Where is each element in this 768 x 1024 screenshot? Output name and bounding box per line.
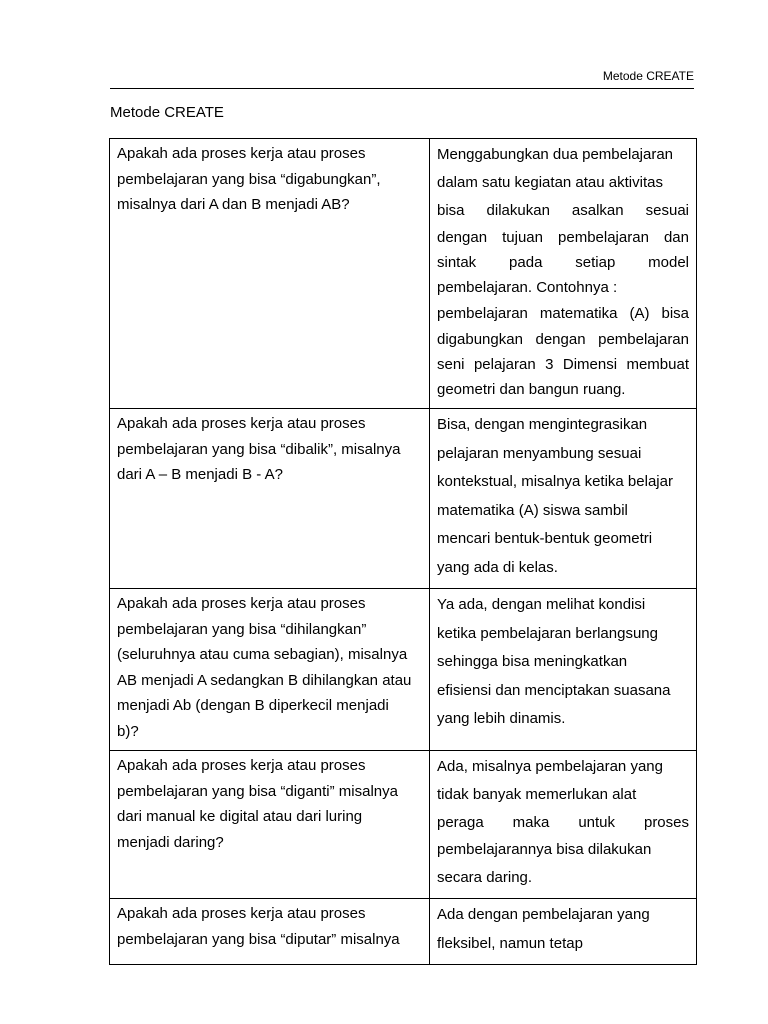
answer-line: efisiensi dan menciptakan suasana bbox=[437, 681, 671, 699]
question-line: b)? bbox=[117, 722, 139, 740]
table-row bbox=[110, 139, 697, 409]
answer-line: dengan tujuan pembelajaran dan bbox=[437, 229, 689, 246]
running-header: Metode CREATE bbox=[602, 69, 694, 83]
question-line: pembelajaran yang bisa “dibalik”, misalnya bbox=[117, 440, 401, 458]
answer-cell bbox=[430, 409, 697, 589]
answer-cell bbox=[430, 589, 697, 751]
answer-line: pembelajaran. Contohnya : bbox=[437, 279, 618, 296]
question-line: pembelajaran yang bisa “diganti” misalnya bbox=[117, 782, 398, 800]
question-line: pembelajaran yang bisa “dihilangkan” bbox=[117, 620, 367, 638]
answer-line: yang ada di kelas. bbox=[437, 558, 558, 576]
question-cell bbox=[110, 751, 430, 899]
answer-line: tidak banyak memerlukan alat bbox=[437, 786, 637, 803]
answer-line: Ya ada, dengan melihat kondisi bbox=[437, 596, 646, 613]
answer-line: sehingga bisa meningkatkan bbox=[437, 653, 628, 670]
answer-line: pembelajarannya bisa dilakukan bbox=[437, 841, 652, 858]
question-line: dari manual ke digital atau dari luring bbox=[117, 808, 363, 825]
answer-line: Ada, misalnya pembelajaran yang bbox=[437, 758, 663, 775]
question-line: pembelajaran yang bisa “diputar” misalnya bbox=[117, 930, 400, 948]
answer-line: seni pelajaran 3 Dimensi membuat bbox=[437, 356, 689, 373]
question-cell bbox=[110, 409, 430, 589]
question-line: Apakah ada proses kerja atau proses bbox=[117, 905, 366, 922]
header-rule bbox=[110, 88, 694, 89]
question-line: Apakah ada proses kerja atau proses bbox=[117, 415, 366, 432]
answer-cell bbox=[430, 899, 697, 965]
table-row bbox=[110, 751, 697, 899]
answer-line: fleksibel, namun tetap bbox=[437, 934, 583, 952]
answer-line: dalam satu kegiatan atau aktivitas bbox=[437, 174, 663, 191]
answer-line: secara daring. bbox=[437, 869, 533, 886]
answer-line: yang lebih dinamis. bbox=[437, 710, 566, 727]
question-line: dari A – B menjadi B - A? bbox=[117, 466, 283, 483]
answer-line: geometri dan bangun ruang. bbox=[437, 381, 626, 398]
answer-line: kontekstual, misalnya ketika belajar bbox=[437, 473, 673, 490]
question-line: Apakah ada proses kerja atau proses bbox=[117, 595, 366, 612]
question-line: misalnya dari A dan B menjadi AB? bbox=[117, 196, 350, 213]
document-title: Metode CREATE bbox=[110, 104, 224, 121]
answer-line: peraga maka untuk proses bbox=[437, 814, 689, 831]
table-row bbox=[110, 409, 697, 589]
question-line: Apakah ada proses kerja atau proses bbox=[117, 757, 366, 774]
create-method-table bbox=[109, 138, 697, 965]
answer-line: mencari bentuk-bentuk geometri bbox=[437, 530, 653, 547]
question-cell bbox=[110, 899, 430, 965]
answer-line: ketika pembelajaran berlangsung bbox=[437, 624, 658, 642]
answer-line: pelajaran menyambung sesuai bbox=[437, 444, 642, 462]
table-row bbox=[110, 899, 697, 965]
answer-line: digabungkan dengan pembelajaran bbox=[437, 331, 689, 348]
question-line: menjadi daring? bbox=[117, 833, 224, 851]
answer-cell bbox=[430, 139, 697, 409]
question-cell bbox=[110, 139, 430, 409]
question-line: (seluruhnya atau cuma sebagian), misalnya bbox=[117, 646, 408, 663]
answer-cell bbox=[430, 751, 697, 899]
answer-line: Bisa, dengan mengintegrasikan bbox=[437, 416, 648, 433]
question-cell bbox=[110, 589, 430, 751]
answer-line: bisa dilakukan asalkan sesuai bbox=[437, 202, 689, 219]
answer-line: matematika (A) siswa sambil bbox=[437, 501, 628, 519]
answer-line: sintak pada setiap model bbox=[437, 254, 689, 271]
question-line: menjadi Ab (dengan B diperkecil menjadi bbox=[117, 697, 389, 714]
answer-line: Ada dengan pembelajaran yang bbox=[437, 906, 650, 923]
answer-line: Menggabungkan dua pembelajaran bbox=[437, 146, 674, 163]
question-line: AB menjadi A sedangkan B dihilangkan atau bbox=[117, 671, 412, 689]
question-line: Apakah ada proses kerja atau proses bbox=[117, 145, 366, 162]
question-line: pembelajaran yang bisa “digabungkan”, bbox=[117, 170, 381, 188]
table-row bbox=[110, 589, 697, 751]
answer-line: pembelajaran matematika (A) bisa bbox=[437, 305, 689, 322]
